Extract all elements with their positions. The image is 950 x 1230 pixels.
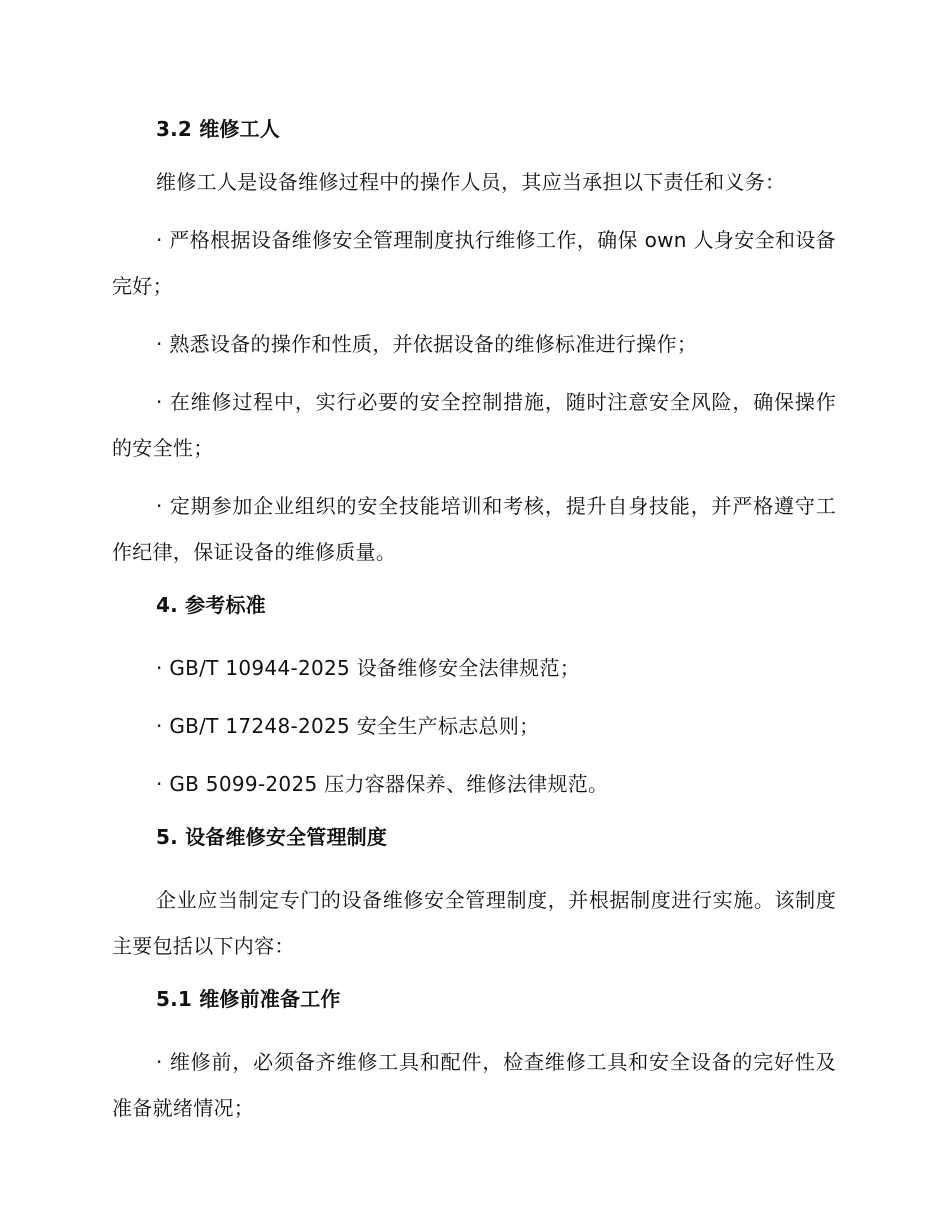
section-heading-5: 5. 设备维修安全管理制度: [156, 825, 388, 849]
list-item: · 熟悉设备的操作和性质，并依据设备的维修标准进行操作；: [156, 332, 698, 356]
list-item: · GB 5099-2025 压力容器保养、维修法律规范。: [156, 772, 609, 796]
list-item: · 严格根据设备维修安全管理制度执行维修工作，确保 own 人身安全和设备完好；: [112, 228, 836, 298]
document-content: [112, 111, 836, 1131]
list-item: · 维修前，必须备齐维修工具和配件，检查维修工具和安全设备的完好性及准备就绪情况；: [112, 1050, 836, 1120]
section-intro-3-2: 维修工人是设备维修过程中的操作人员，其应当承担以下责任和义务：: [156, 170, 786, 194]
section-intro-5: 企业应当制定专门的设备维修安全管理制度，并根据制度进行实施。该制度主要包括以下内容：: [112, 888, 836, 958]
list-item: · 定期参加企业组织的安全技能培训和考核，提升自身技能，并严格遵守工作纪律，保证设备的维修质量。: [112, 494, 836, 564]
list-item: · GB/T 10944-2025 设备维修安全法律规范；: [156, 656, 581, 680]
section-heading-5-1: 5.1 维修前准备工作: [156, 987, 341, 1011]
section-heading-4: 4. 参考标准: [156, 593, 266, 617]
list-item: · GB/T 17248-2025 安全生产标志总则；: [156, 714, 540, 738]
section-heading-3-2: 3.2 维修工人: [156, 117, 280, 141]
list-item: · 在维修过程中，实行必要的安全控制措施，随时注意安全风险，确保操作的安全性；: [112, 390, 836, 460]
